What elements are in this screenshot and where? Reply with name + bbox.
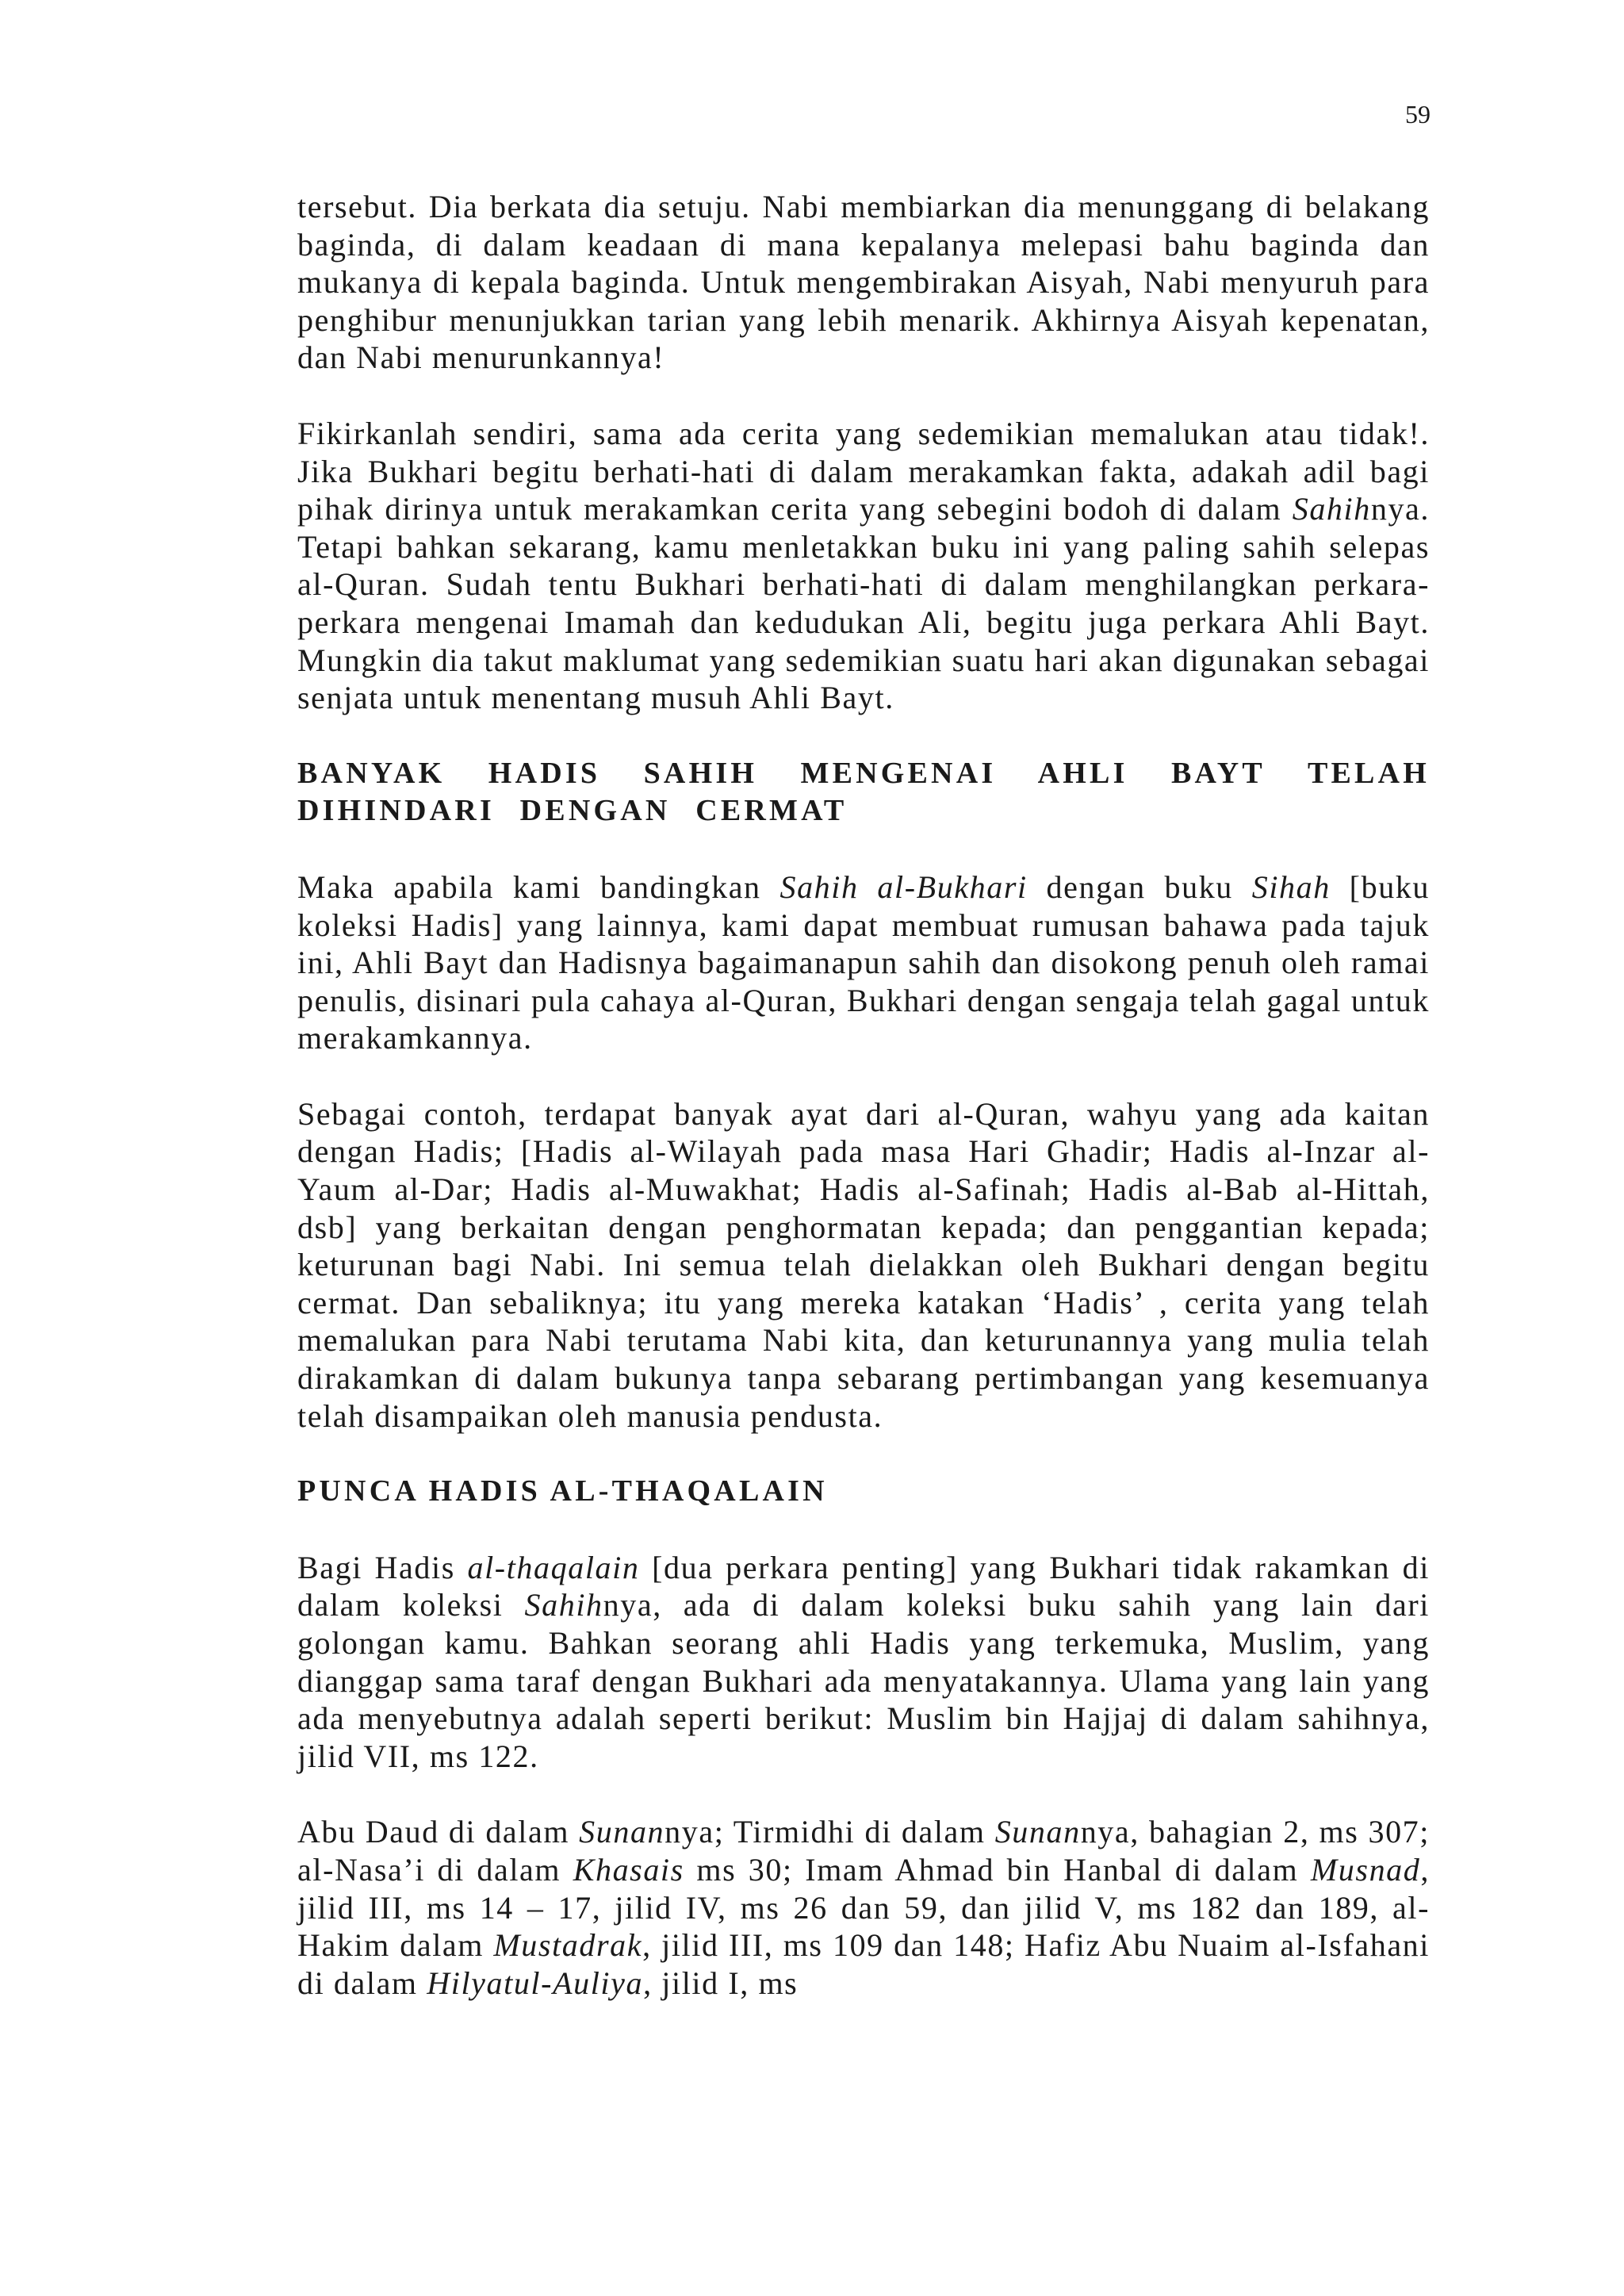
italic-title: Sunan bbox=[579, 1814, 665, 1850]
paragraph bbox=[297, 1549, 1430, 1776]
paragraph bbox=[297, 868, 1430, 1057]
text-run: Abu Daud di dalam bbox=[297, 1814, 580, 1850]
section-heading bbox=[297, 755, 1430, 830]
text-run: [buku koleksi Hadis] yang lainnya, kami dapat membuat rumusan bahawa pada tajuk ini, Ahli Bayt dan Hadisnya bagaimanapun sahih dan disokong penuh oleh ramai penulis, disinari pula cahaya al-Quran, Bukhari dengan sengaja telah gagal untuk merakamkannya. bbox=[297, 868, 1431, 1056]
text-run: ms 30; Imam Ahmad bin Hanbal di dalam bbox=[684, 1851, 1311, 1888]
italic-title: Sahih al-Bukhari bbox=[779, 868, 1028, 905]
italic-title: al-thaqalain bbox=[467, 1549, 640, 1585]
italic-title: Mustadrak bbox=[493, 1927, 643, 1964]
text-run: , jilid III, ms 14 – 17, jilid IV, ms 26 dan 59, dan jilid V, ms 182 dan 189, al-Hakim dalam bbox=[297, 1851, 1430, 1964]
italic-title: Khasais bbox=[573, 1851, 684, 1888]
italic-title: Sahih bbox=[1292, 491, 1371, 527]
paragraph bbox=[297, 415, 1430, 717]
section-heading-line: PUNCA HADIS AL-THAQALAIN bbox=[297, 1474, 828, 1508]
paragraph bbox=[297, 1095, 1430, 1435]
text-run: nya, ada di dalam koleksi buku sahih yang lain dari golongan kamu. Bahkan seorang ahli Hadis yang terkemuka, Muslim, yang dianggap sama taraf dengan Bukhari ada menyatakannya. Ulama yang lain yang ada menyebutnya adalah seperti berikut: Muslim bin Hajjaj di dalam sahihnya, jilid VII, ms 122. bbox=[297, 1587, 1430, 1774]
paragraph bbox=[297, 188, 1430, 377]
text-run: nya. Tetapi bahkan sekarang, kamu menletakkan buku ini yang paling sahih selepas al-Quran. Sudah tentu Bukhari berhati-hati di dalam menghilangkan perkara-perkara mengenai Imamah dan kedudukan Ali, begitu juga perkara Ahli Bayt. Mungkin dia takut maklumat yang sedemikian suatu hari akan digunakan sebagai senjata untuk menentang musuh Ahli Bayt. bbox=[297, 491, 1430, 716]
section-heading-line: DIHINDARI DENGAN CERMAT bbox=[297, 794, 848, 828]
text-run: [dua perkara penting] yang Bukhari tidak rakamkan di dalam koleksi bbox=[297, 1549, 1430, 1623]
italic-title: Sahih bbox=[524, 1587, 603, 1623]
italic-title: Sunan bbox=[994, 1814, 1081, 1850]
italic-title: Musnad bbox=[1310, 1851, 1421, 1888]
text-run: , jilid I, ms bbox=[643, 1964, 799, 2001]
italic-title: Sihah bbox=[1251, 868, 1331, 905]
text-run: , jilid III, ms 109 dan 148; Hafiz Abu Nuaim al-Isfahani di dalam bbox=[297, 1927, 1430, 2001]
text-run: Maka apabila kami bandingkan bbox=[297, 868, 780, 905]
section-heading-line: BANYAK HADIS SAHIH MENGENAI AHLI BAYT TELAH bbox=[297, 756, 1430, 790]
italic-title: Hilyatul-Auliya bbox=[427, 1964, 644, 2001]
text-run: Fikirkanlah sendiri, sama ada cerita yang sedemikian memalukan atau tidak!. Jika Bukhari begitu berhati-hati di dalam merakamkan fakta, adakah adil bagi pihak dirinya untuk merakamkan cerita yang sebegini bodoh di dalam bbox=[297, 415, 1430, 527]
text-run: nya; Tirmidhi di dalam bbox=[665, 1814, 995, 1850]
text-run: dengan buku bbox=[1027, 868, 1252, 905]
document-body bbox=[297, 188, 1430, 2040]
section-heading bbox=[297, 1473, 1430, 1511]
text-run: Bagi Hadis bbox=[297, 1549, 468, 1585]
text-run: nya, bahagian 2, ms 307; al-Nasa’i di dalam bbox=[297, 1814, 1430, 1888]
text-run: tersebut. Dia berkata dia setuju. Nabi membiarkan dia menunggang di belakang baginda, di dalam keadaan di mana kepalanya melepasi bahu baginda dan mukanya di kepala baginda. Untuk mengembirakan Aisyah, Nabi menyuruh para penghibur menunjukkan tarian yang lebih menarik. Akhirnya Aisyah kepenatan, dan Nabi menurunkannya! bbox=[297, 189, 1430, 376]
text-run: Sebagai contoh, terdapat banyak ayat dari al-Quran, wahyu yang ada kaitan dengan Hadis; [Hadis al-Wilayah pada masa Hari Ghadir; Hadis al-Inzar al-Yaum al-Dar; Hadis al-Muwakhat; Hadis al-Safinah; Hadis al-Bab al-Hittah, dsb] yang berkaitan dengan penghormatan kepada; dan penggantian kepada; keturunan bagi Nabi. Ini semua telah dielakkan oleh Bukhari dengan begitu cermat. Dan sebaliknya; itu yang mereka katakan ‘Hadis’ , cerita yang telah memalukan para Nabi terutama Nabi kita, dan keturunannya yang mulia telah dirakamkan di dalam bukunya tanpa sebarang pertimbangan yang kesemuanya telah disampaikan oleh manusia pendusta. bbox=[297, 1095, 1430, 1434]
page-number: 59 bbox=[1405, 100, 1431, 128]
paragraph bbox=[297, 1813, 1430, 2002]
